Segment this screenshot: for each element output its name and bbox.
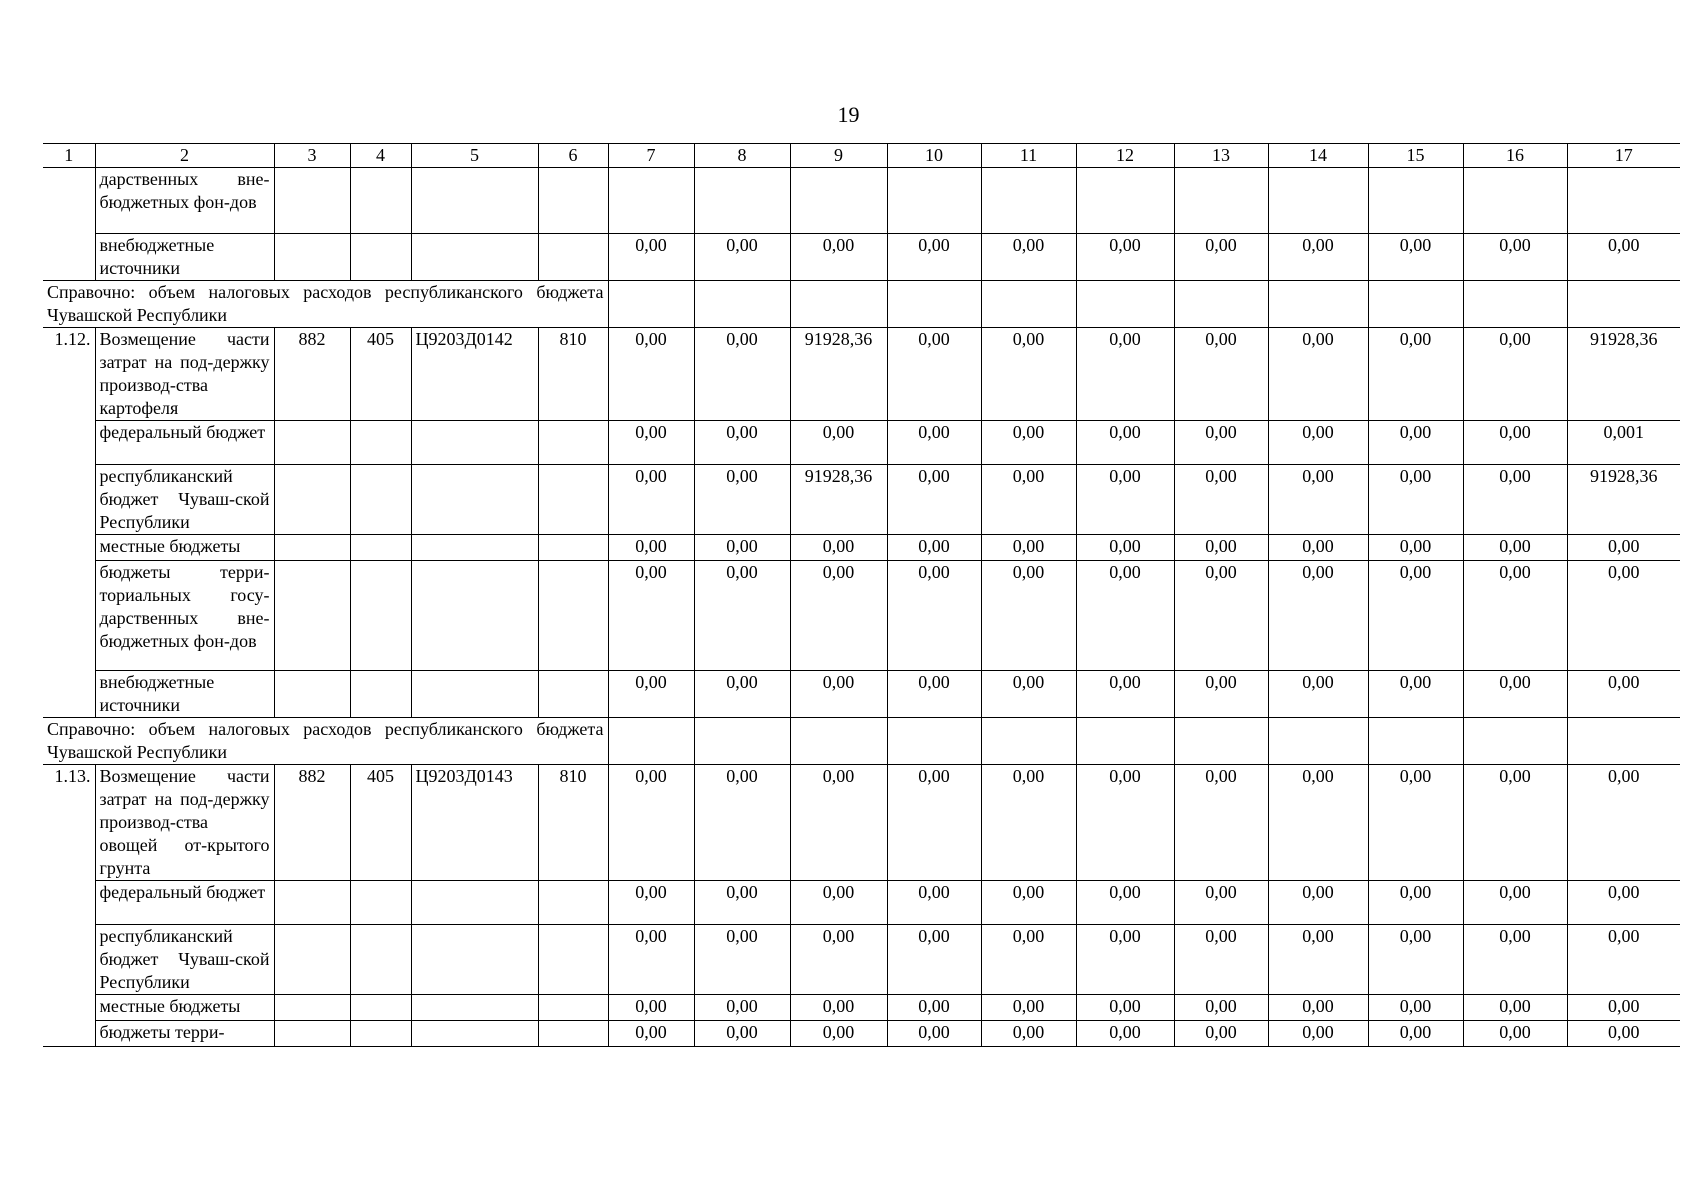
amount-cell: 0,00 <box>694 671 790 718</box>
grbs-code <box>274 561 350 671</box>
amount-cell: 0,00 <box>887 671 981 718</box>
amount-cell: 0,00 <box>1174 234 1268 281</box>
amount-cell: 0,00 <box>694 234 790 281</box>
amount-cell: 91928,36 <box>790 465 887 535</box>
target-article-code <box>411 535 538 561</box>
amount-cell: 0,00 <box>790 925 887 995</box>
column-header: 2 <box>95 144 274 168</box>
amount-cell <box>1076 168 1174 234</box>
source-row <box>43 234 1680 281</box>
amount-cell <box>608 168 694 234</box>
expense-type-code <box>538 995 608 1021</box>
amount-cell: 0,00 <box>887 1021 981 1047</box>
grbs-code <box>274 925 350 995</box>
amount-cell: 0,00 <box>694 881 790 925</box>
grbs-code <box>274 671 350 718</box>
target-article-code <box>411 561 538 671</box>
column-header: 7 <box>608 144 694 168</box>
grbs-code <box>274 995 350 1021</box>
amount-cell <box>694 168 790 234</box>
item-row <box>43 765 1680 881</box>
funding-source: внебюджетные источники <box>95 234 274 281</box>
amount-cell: 0,00 <box>887 535 981 561</box>
section-code <box>350 561 411 671</box>
amount-cell: 0,00 <box>790 421 887 465</box>
item-row <box>43 328 1680 421</box>
funding-source: бюджеты терри-ториальных госу-дарственных вне-бюджетных фон-дов <box>95 561 274 671</box>
amount-cell <box>887 168 981 234</box>
amount-cell: 0,00 <box>608 765 694 881</box>
column-header: 5 <box>411 144 538 168</box>
amount-cell: 0,00 <box>790 995 887 1021</box>
amount-cell: 0,00 <box>1268 671 1368 718</box>
source-row <box>43 925 1680 995</box>
amount-cell: 0,00 <box>1463 1021 1567 1047</box>
column-header: 10 <box>887 144 981 168</box>
amount-cell: 0,00 <box>1268 925 1368 995</box>
table-cell <box>1567 281 1680 328</box>
amount-cell: 0,00 <box>1268 234 1368 281</box>
section-code <box>350 925 411 995</box>
amount-cell: 0,00 <box>1076 465 1174 535</box>
amount-cell: 0,00 <box>1174 535 1268 561</box>
amount-cell: 0,00 <box>790 881 887 925</box>
table-cell <box>887 718 981 765</box>
expense-type-code <box>538 671 608 718</box>
amount-cell: 0,00 <box>981 671 1076 718</box>
amount-cell: 0,00 <box>1463 881 1567 925</box>
amount-cell: 0,00 <box>1174 881 1268 925</box>
amount-cell: 0,00 <box>790 671 887 718</box>
column-header: 8 <box>694 144 790 168</box>
source-row <box>43 671 1680 718</box>
amount-cell: 91928,36 <box>790 328 887 421</box>
amount-cell: 0,00 <box>1268 765 1368 881</box>
amount-cell: 0,00 <box>1368 465 1463 535</box>
source-row <box>43 995 1680 1021</box>
amount-cell: 0,00 <box>1463 465 1567 535</box>
column-header: 9 <box>790 144 887 168</box>
table-cell <box>1076 718 1174 765</box>
grbs-code <box>274 881 350 925</box>
amount-cell: 0,00 <box>1268 328 1368 421</box>
amount-cell <box>1174 168 1268 234</box>
amount-cell: 0,00 <box>1076 421 1174 465</box>
amount-cell <box>790 168 887 234</box>
amount-cell: 0,00 <box>1567 561 1680 671</box>
column-header: 6 <box>538 144 608 168</box>
amount-cell: 91928,36 <box>1567 465 1680 535</box>
amount-cell: 0,00 <box>1076 765 1174 881</box>
grbs-code <box>274 465 350 535</box>
table-cell <box>1268 281 1368 328</box>
amount-cell: 0,00 <box>1463 421 1567 465</box>
amount-cell: 0,00 <box>608 465 694 535</box>
amount-cell: 0,00 <box>790 765 887 881</box>
amount-cell: 0,001 <box>1567 421 1680 465</box>
table-cell <box>1368 281 1463 328</box>
amount-cell: 0,00 <box>608 881 694 925</box>
amount-cell: 0,00 <box>694 561 790 671</box>
funding-source: федеральный бюджет <box>95 421 274 465</box>
amount-cell: 0,00 <box>694 421 790 465</box>
amount-cell: 0,00 <box>694 465 790 535</box>
amount-cell: 0,00 <box>1174 328 1268 421</box>
expense-type-code <box>538 421 608 465</box>
amount-cell: 0,00 <box>1567 995 1680 1021</box>
source-row <box>43 465 1680 535</box>
section-code <box>350 535 411 561</box>
table-cell <box>694 718 790 765</box>
amount-cell: 0,00 <box>981 234 1076 281</box>
amount-cell: 0,00 <box>1174 995 1268 1021</box>
funding-source: местные бюджеты <box>95 995 274 1021</box>
row-number: 1.12. <box>43 328 95 718</box>
amount-cell: 0,00 <box>1368 881 1463 925</box>
amount-cell: 0,00 <box>608 995 694 1021</box>
funding-source: дарственных вне-бюджетных фон-дов <box>95 168 274 234</box>
expense-type-code <box>538 234 608 281</box>
source-row <box>43 535 1680 561</box>
amount-cell: 0,00 <box>981 995 1076 1021</box>
amount-cell: 0,00 <box>694 765 790 881</box>
target-article-code <box>411 925 538 995</box>
column-header: 3 <box>274 144 350 168</box>
measure-name: Возмещение части затрат на под-держку производ-ства овощей от-крытого грунта <box>95 765 274 881</box>
amount-cell: 0,00 <box>1174 561 1268 671</box>
target-article-code <box>411 1021 538 1047</box>
target-article-code <box>411 671 538 718</box>
grbs-code <box>274 1021 350 1047</box>
grbs-code <box>274 535 350 561</box>
amount-cell: 0,00 <box>694 328 790 421</box>
amount-cell <box>1567 168 1680 234</box>
amount-cell: 0,00 <box>1368 925 1463 995</box>
table-cell <box>1463 281 1567 328</box>
amount-cell: 0,00 <box>608 535 694 561</box>
amount-cell: 0,00 <box>1567 671 1680 718</box>
measure-name: Возмещение части затрат на под-держку производ-ства картофеля <box>95 328 274 421</box>
target-article-code: Ц9203Д0143 <box>411 765 538 881</box>
column-header: 14 <box>1268 144 1368 168</box>
amount-cell: 0,00 <box>1268 1021 1368 1047</box>
grbs-code <box>274 234 350 281</box>
section-code: 405 <box>350 765 411 881</box>
amount-cell: 0,00 <box>694 925 790 995</box>
amount-cell: 0,00 <box>1368 1021 1463 1047</box>
amount-cell: 0,00 <box>981 1021 1076 1047</box>
amount-cell: 0,00 <box>1463 671 1567 718</box>
amount-cell: 0,00 <box>790 535 887 561</box>
amount-cell: 0,00 <box>1174 765 1268 881</box>
column-header: 17 <box>1567 144 1680 168</box>
amount-cell: 0,00 <box>1076 1021 1174 1047</box>
expense-type-code: 810 <box>538 765 608 881</box>
amount-cell: 0,00 <box>1174 465 1268 535</box>
amount-cell: 0,00 <box>694 535 790 561</box>
column-header: 15 <box>1368 144 1463 168</box>
expense-type-code <box>538 535 608 561</box>
amount-cell: 0,00 <box>1567 234 1680 281</box>
section-code <box>350 1021 411 1047</box>
amount-cell: 0,00 <box>1076 995 1174 1021</box>
amount-cell: 0,00 <box>1368 234 1463 281</box>
section-code <box>350 234 411 281</box>
amount-cell: 0,00 <box>608 328 694 421</box>
amount-cell: 0,00 <box>1567 1021 1680 1047</box>
note-row <box>43 281 1680 328</box>
amount-cell: 0,00 <box>608 1021 694 1047</box>
column-header: 12 <box>1076 144 1174 168</box>
amount-cell: 0,00 <box>887 561 981 671</box>
source-row <box>43 561 1680 671</box>
amount-cell: 0,00 <box>1268 881 1368 925</box>
amount-cell: 0,00 <box>1174 1021 1268 1047</box>
amount-cell: 0,00 <box>887 465 981 535</box>
source-row <box>43 1021 1680 1047</box>
note-label: Справочно: объем налоговых расходов республиканского бюджета Чувашской Республики <box>43 281 608 328</box>
source-row <box>43 421 1680 465</box>
amount-cell: 0,00 <box>1567 535 1680 561</box>
amount-cell: 0,00 <box>1174 925 1268 995</box>
amount-cell: 0,00 <box>694 1021 790 1047</box>
amount-cell: 0,00 <box>981 421 1076 465</box>
amount-cell <box>1268 168 1368 234</box>
row-number <box>43 168 95 281</box>
amount-cell <box>981 168 1076 234</box>
source-row <box>43 881 1680 925</box>
amount-cell: 0,00 <box>981 328 1076 421</box>
amount-cell: 0,00 <box>1368 535 1463 561</box>
amount-cell: 0,00 <box>1076 671 1174 718</box>
amount-cell: 0,00 <box>1076 561 1174 671</box>
amount-cell: 0,00 <box>981 465 1076 535</box>
row-number: 1.13. <box>43 765 95 1047</box>
amount-cell: 0,00 <box>887 925 981 995</box>
note-row <box>43 718 1680 765</box>
amount-cell: 0,00 <box>1567 925 1680 995</box>
table-cell <box>981 718 1076 765</box>
amount-cell: 0,00 <box>1268 995 1368 1021</box>
amount-cell: 0,00 <box>1368 328 1463 421</box>
grbs-code: 882 <box>274 765 350 881</box>
section-code: 405 <box>350 328 411 421</box>
amount-cell: 0,00 <box>1368 561 1463 671</box>
table-cell <box>981 281 1076 328</box>
amount-cell: 0,00 <box>981 881 1076 925</box>
amount-cell: 0,00 <box>608 925 694 995</box>
amount-cell: 0,00 <box>1076 925 1174 995</box>
amount-cell: 0,00 <box>1463 561 1567 671</box>
amount-cell: 0,00 <box>1463 535 1567 561</box>
budget-table <box>43 143 1680 1047</box>
expense-type-code <box>538 168 608 234</box>
table-cell <box>608 281 694 328</box>
amount-cell: 0,00 <box>1174 671 1268 718</box>
amount-cell: 0,00 <box>1268 535 1368 561</box>
note-label: Справочно: объем налоговых расходов республиканского бюджета Чувашской Республики <box>43 718 608 765</box>
amount-cell: 0,00 <box>887 328 981 421</box>
amount-cell: 0,00 <box>1463 995 1567 1021</box>
amount-cell: 0,00 <box>694 995 790 1021</box>
amount-cell: 0,00 <box>887 421 981 465</box>
amount-cell: 0,00 <box>1076 535 1174 561</box>
table-cell <box>1076 281 1174 328</box>
funding-source: республиканский бюджет Чуваш-ской Республики <box>95 465 274 535</box>
table-cell <box>1174 281 1268 328</box>
amount-cell: 0,00 <box>1076 234 1174 281</box>
amount-cell: 0,00 <box>790 234 887 281</box>
amount-cell: 0,00 <box>608 671 694 718</box>
amount-cell: 0,00 <box>887 234 981 281</box>
section-code <box>350 421 411 465</box>
table-cell <box>1174 718 1268 765</box>
amount-cell: 0,00 <box>608 234 694 281</box>
amount-cell: 0,00 <box>1567 881 1680 925</box>
section-code <box>350 465 411 535</box>
amount-cell: 0,00 <box>1368 421 1463 465</box>
expense-type-code <box>538 925 608 995</box>
amount-cell: 0,00 <box>1174 421 1268 465</box>
amount-cell: 0,00 <box>887 995 981 1021</box>
amount-cell: 0,00 <box>1076 881 1174 925</box>
target-article-code <box>411 168 538 234</box>
amount-cell: 0,00 <box>887 881 981 925</box>
table-cell <box>1567 718 1680 765</box>
target-article-code <box>411 881 538 925</box>
table-cell <box>790 281 887 328</box>
funding-source: внебюджетные источники <box>95 671 274 718</box>
page-number: 19 <box>837 102 860 127</box>
amount-cell: 0,00 <box>1268 561 1368 671</box>
expense-type-code <box>538 1021 608 1047</box>
expense-type-code: 810 <box>538 328 608 421</box>
table-cell <box>790 718 887 765</box>
funding-source: местные бюджеты <box>95 535 274 561</box>
amount-cell: 0,00 <box>887 765 981 881</box>
target-article-code <box>411 421 538 465</box>
amount-cell: 0,00 <box>981 765 1076 881</box>
amount-cell: 0,00 <box>1463 234 1567 281</box>
amount-cell: 0,00 <box>608 561 694 671</box>
amount-cell: 0,00 <box>1368 671 1463 718</box>
amount-cell: 0,00 <box>981 925 1076 995</box>
section-code <box>350 995 411 1021</box>
table-cell <box>1463 718 1567 765</box>
amount-cell: 0,00 <box>1368 995 1463 1021</box>
amount-cell: 0,00 <box>790 1021 887 1047</box>
amount-cell: 0,00 <box>1076 328 1174 421</box>
target-article-code <box>411 995 538 1021</box>
section-code <box>350 881 411 925</box>
amount-cell: 0,00 <box>1567 765 1680 881</box>
expense-type-code <box>538 881 608 925</box>
amount-cell: 0,00 <box>1368 765 1463 881</box>
amount-cell: 0,00 <box>981 561 1076 671</box>
table-header-row <box>43 144 1680 168</box>
expense-type-code <box>538 561 608 671</box>
table-cell <box>1268 718 1368 765</box>
grbs-code: 882 <box>274 328 350 421</box>
amount-cell: 0,00 <box>608 421 694 465</box>
funding-source: бюджеты терри- <box>95 1021 274 1047</box>
section-code <box>350 671 411 718</box>
amount-cell <box>1463 168 1567 234</box>
amount-cell: 0,00 <box>1463 765 1567 881</box>
amount-cell: 0,00 <box>790 561 887 671</box>
column-header: 13 <box>1174 144 1268 168</box>
table-cell <box>608 718 694 765</box>
column-header: 11 <box>981 144 1076 168</box>
amount-cell: 0,00 <box>1268 421 1368 465</box>
source-row <box>43 168 1680 234</box>
column-header: 16 <box>1463 144 1567 168</box>
table-cell <box>1368 718 1463 765</box>
target-article-code <box>411 234 538 281</box>
target-article-code <box>411 465 538 535</box>
amount-cell: 91928,36 <box>1567 328 1680 421</box>
section-code <box>350 168 411 234</box>
target-article-code: Ц9203Д0142 <box>411 328 538 421</box>
amount-cell: 0,00 <box>981 535 1076 561</box>
table-cell <box>694 281 790 328</box>
funding-source: республиканский бюджет Чуваш-ской Республики <box>95 925 274 995</box>
column-header: 1 <box>43 144 95 168</box>
amount-cell: 0,00 <box>1463 925 1567 995</box>
table-cell <box>887 281 981 328</box>
amount-cell: 0,00 <box>1463 328 1567 421</box>
amount-cell: 0,00 <box>1268 465 1368 535</box>
column-header: 4 <box>350 144 411 168</box>
grbs-code <box>274 421 350 465</box>
expense-type-code <box>538 465 608 535</box>
grbs-code <box>274 168 350 234</box>
funding-source: федеральный бюджет <box>95 881 274 925</box>
amount-cell <box>1368 168 1463 234</box>
